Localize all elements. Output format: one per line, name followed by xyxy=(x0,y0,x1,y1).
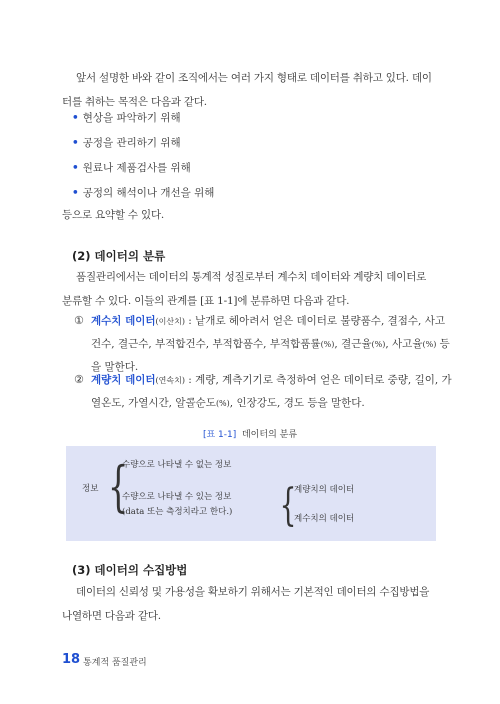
table-branch-2-note: (data 또는 측정치라고 한다.) xyxy=(122,507,233,517)
list-item-count-data: ① 계수치 데이터(이산치) : 낱개로 헤아려서 얻은 데이터로 불량품수, 결점수, 사고건수, 결근수, 부적합건수, 부적합품수, 부적합품률(%), 결근율(%), 사고율(%) 등을 말한다. xyxy=(74,314,450,373)
table-leaf-1: 계량치의 데이터 xyxy=(294,485,355,495)
page-number: 18 xyxy=(62,652,81,667)
classification-table xyxy=(66,446,436,541)
table-root: 정보 xyxy=(82,484,99,494)
collection-paragraph: 데이터의 신뢰성 및 가용성을 확보하기 위해서는 기본적인 데이터의 수집방법을 나열하면 다음과 같다. xyxy=(62,586,430,622)
purpose-list xyxy=(72,106,214,206)
table-leaf-2: 계수치의 데이터 xyxy=(294,514,355,524)
list-item: • 원료나 제품검사를 위해 xyxy=(72,162,191,174)
list-item: • 현상을 파악하기 위해 xyxy=(72,112,181,124)
bullet-icon: • xyxy=(72,187,79,199)
bullet-icon: • xyxy=(72,162,79,174)
term-measure-data: 계량치 데이터 xyxy=(91,374,156,386)
list-item: • 공정을 관리하기 위해 xyxy=(72,137,181,149)
book-title: 통계적 품질관리 xyxy=(83,658,147,668)
summary-text: 등으로 요약할 수 있다. xyxy=(62,209,165,221)
bullet-icon: • xyxy=(72,137,79,149)
left-brace-icon: { xyxy=(107,455,129,518)
section-heading-collection: (3) 데이터의 수집방법 xyxy=(72,563,188,577)
table-caption: [표 1-1] 데이터의 분류 xyxy=(202,430,298,440)
term-count-data: 계수치 데이터 xyxy=(91,315,156,327)
classification-paragraph: 품질관리에서는 데이터의 통계적 성질로부터 계수치 데이터와 계량치 데이터로 분류할 수 있다. 이들의 관계를 [표 1-1]에 분류하면 다음과 같다. xyxy=(62,271,427,307)
intro-paragraph: 앞서 설명한 바와 같이 조직에서는 여러 가지 형태로 데이터를 취하고 있다. 데이터를 취하는 목적은 다음과 같다. xyxy=(62,72,432,108)
list-item: • 공정의 해석이나 개선을 위해 xyxy=(72,187,215,199)
bullet-icon: • xyxy=(72,112,79,124)
section-heading-classification: (2) 데이터의 분류 xyxy=(72,249,166,263)
table-branch-2: 수량으로 나타낼 수 있는 정보 xyxy=(122,492,232,502)
right-brace-icon: { xyxy=(279,480,297,531)
list-item-measure-data: ② 계량치 데이터(연속치) : 계량, 계측기기로 측정하여 얻은 데이터로 중량, 길이, 가열온도, 가열시간, 알콜순도(%), 인장강도, 경도 등을 말한다. xyxy=(74,373,452,409)
table-branch-1: 수량으로 나타낼 수 없는 정보 xyxy=(122,460,232,470)
